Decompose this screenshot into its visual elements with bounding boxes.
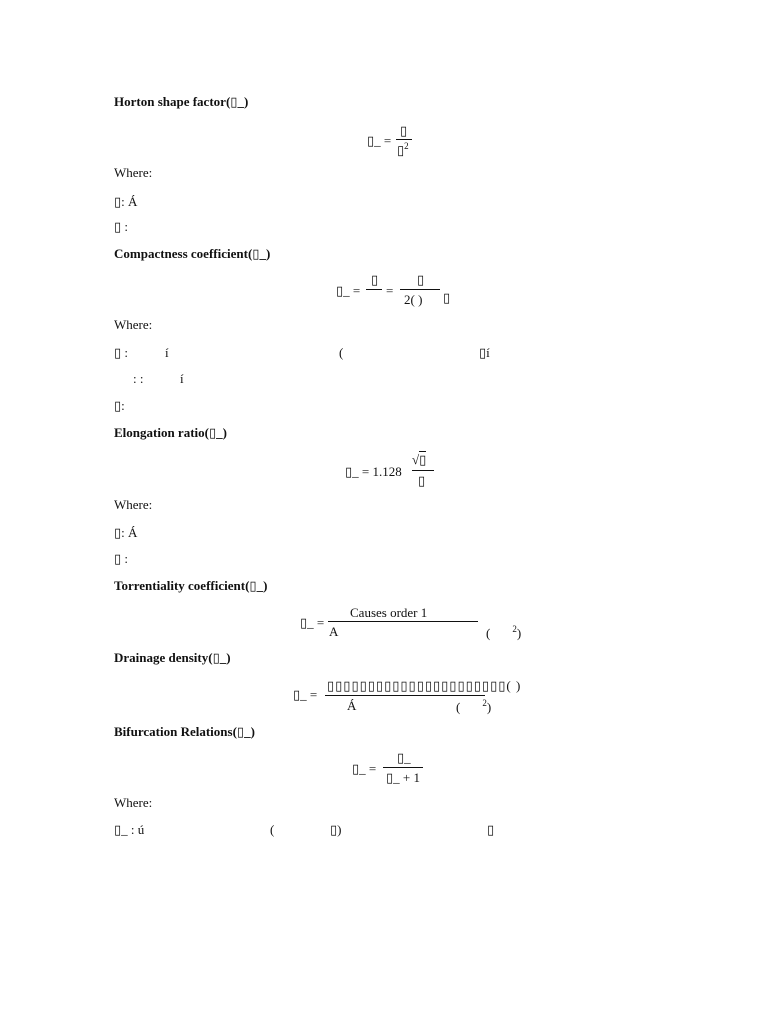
placeholder-glyph: ▯ bbox=[114, 525, 122, 540]
compactness-numerator-1 bbox=[371, 273, 378, 286]
placeholder-glyph: ▯ bbox=[418, 473, 426, 488]
drainage-denominator: Á bbox=[347, 698, 357, 713]
horton-fraction-bar bbox=[396, 139, 412, 140]
horton-denominator bbox=[397, 142, 409, 156]
compactness-def-1d: ▯í bbox=[479, 345, 490, 360]
placeholder-glyph: ▯ bbox=[209, 425, 217, 440]
torrentiality-fraction-bar bbox=[328, 621, 478, 622]
bifurcation-def-1c: ▯) bbox=[330, 822, 342, 837]
compactness-def-1c: ( bbox=[339, 345, 344, 360]
placeholder-glyph: ▯ bbox=[367, 133, 375, 148]
placeholder-glyph: ▯ bbox=[330, 822, 338, 837]
horton-heading: Horton shape factor(▯_) bbox=[114, 94, 249, 109]
horton-def-area: ▯: Á bbox=[114, 194, 138, 209]
torrentiality-units: ( $^2$) bbox=[486, 624, 522, 641]
bifurcation-heading: Bifurcation Relations(▯_) bbox=[114, 724, 255, 739]
compactness-def-2b: í bbox=[180, 371, 184, 386]
placeholder-glyph: ▯ bbox=[443, 290, 451, 305]
placeholder-glyph: ▯ bbox=[114, 398, 122, 413]
bifurcation-fraction-bar bbox=[383, 767, 423, 768]
placeholder-glyph: ▯ bbox=[400, 123, 408, 138]
elongation-def-length: ▯ : bbox=[114, 551, 129, 566]
compactness-def-3: ▯: bbox=[114, 398, 125, 413]
compactness-heading: Compactness coefficient(▯_) bbox=[114, 246, 271, 261]
placeholder-glyph: ▯ bbox=[114, 551, 122, 566]
compactness-eq2: = bbox=[386, 283, 394, 298]
bifurcation-denominator: ▯_ + 1 bbox=[386, 770, 420, 785]
compactness-bar-2 bbox=[400, 289, 440, 290]
placeholder-glyph: ▯ bbox=[487, 822, 495, 837]
elongation-fraction-bar bbox=[412, 470, 434, 471]
placeholder-glyph: ▯ bbox=[397, 142, 405, 158]
drainage-lhs: ▯_ = bbox=[293, 687, 318, 702]
placeholder-glyph: ▯ bbox=[236, 724, 245, 739]
placeholder-glyph: ▯ bbox=[419, 452, 427, 467]
placeholder-glyph: ▯ bbox=[114, 345, 122, 360]
elongation-heading: Elongation ratio(▯_) bbox=[114, 425, 227, 440]
drainage-numerator: ▯▯▯▯▯▯▯▯▯▯▯▯▯▯▯▯▯▯▯▯▯▯( ) bbox=[327, 678, 522, 693]
bifurcation-def-1a: ▯_ : ú bbox=[114, 822, 145, 837]
bifurcation-lhs: ▯_ = bbox=[352, 761, 377, 776]
placeholder-glyph: ▯ bbox=[300, 615, 308, 630]
elongation-denominator bbox=[418, 474, 425, 487]
placeholder-glyph: ▯ bbox=[479, 345, 487, 360]
torrentiality-lhs: ▯_ = bbox=[300, 615, 325, 630]
drainage-fraction-bar bbox=[325, 695, 485, 696]
placeholder-glyph: ▯ bbox=[417, 272, 425, 287]
heading-paren: ( bbox=[225, 94, 231, 109]
bifurcation-where: Where: bbox=[114, 795, 153, 810]
compactness-numerator-2 bbox=[417, 273, 424, 286]
elongation-where: Where: bbox=[114, 497, 153, 512]
bifurcation-def-1b: ( bbox=[270, 822, 275, 837]
torrentiality-heading: Torrentiality coefficient(▯_) bbox=[114, 578, 268, 593]
placeholder-glyph: ▯ bbox=[386, 770, 394, 785]
placeholder-glyph: ▯ bbox=[345, 464, 353, 479]
horton-def-length: ▯ : bbox=[114, 219, 129, 234]
placeholder-glyph: ▯ bbox=[114, 219, 122, 234]
horton-lhs: ▯_ = bbox=[367, 133, 392, 148]
compactness-denominator-2: 2( ) bbox=[404, 292, 423, 307]
compactness-def-1b: í bbox=[165, 345, 169, 360]
placeholder-glyph: ▯ bbox=[352, 761, 360, 776]
compactness-where: Where: bbox=[114, 317, 153, 332]
elongation-numerator: √▯ bbox=[412, 452, 427, 467]
compactness-def-2a: : : bbox=[133, 371, 144, 386]
drainage-heading: Drainage density(▯_) bbox=[114, 650, 231, 665]
torrentiality-denominator: A bbox=[329, 624, 339, 639]
placeholder-glyph: ▯ bbox=[336, 283, 344, 298]
placeholder-glyph: ▯ bbox=[252, 246, 260, 261]
placeholder-glyph: ▯ bbox=[249, 578, 257, 593]
placeholder-glyph: ▯▯▯▯▯▯▯▯▯▯▯▯▯▯▯▯▯▯▯▯▯▯ bbox=[327, 678, 507, 693]
bifurcation-def-1d bbox=[487, 823, 494, 836]
placeholder-glyph: ▯ bbox=[230, 94, 238, 109]
elongation-lhs: ▯_ = 1.128 bbox=[345, 464, 402, 479]
compactness-bar-1 bbox=[366, 289, 382, 290]
placeholder-glyph: ▯ bbox=[293, 687, 301, 702]
placeholder-glyph: ▯ bbox=[114, 822, 122, 837]
bifurcation-numerator: ▯_ bbox=[397, 750, 411, 765]
horton-numerator bbox=[400, 124, 407, 137]
compactness-lhs: ▯_ = bbox=[336, 283, 361, 298]
placeholder-glyph: ▯ bbox=[371, 272, 379, 287]
horton-exponent: 2 bbox=[404, 141, 409, 151]
placeholder-glyph: ▯ bbox=[397, 750, 405, 765]
compactness-def-1a: ▯ : bbox=[114, 345, 129, 360]
compactness-tail bbox=[443, 291, 450, 304]
horton-where: Where: bbox=[114, 165, 153, 180]
placeholder-glyph: ▯ bbox=[212, 650, 220, 665]
elongation-def-area: ▯: Á bbox=[114, 525, 138, 540]
drainage-units: ( $^2$) bbox=[456, 698, 492, 715]
torrentiality-numerator: Causes order 1 bbox=[350, 605, 428, 620]
placeholder-glyph: ▯ bbox=[114, 194, 122, 209]
